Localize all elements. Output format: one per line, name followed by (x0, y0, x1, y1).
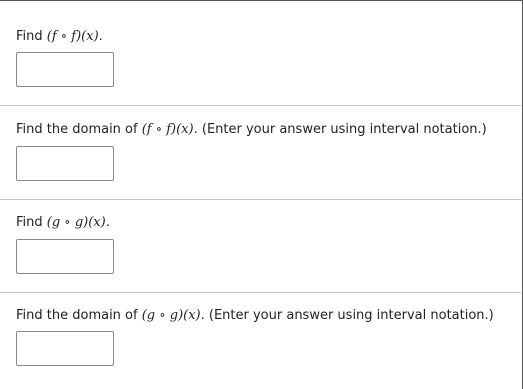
question-prefix: Find the domain of (16, 122, 142, 137)
question-gog (16, 215, 110, 230)
math-expression: (f ∘ f)(x) (141, 122, 194, 137)
top-border (0, 0, 523, 1)
question-suffix: . (105, 215, 110, 230)
math-expression: (g ∘ g)(x) (46, 215, 106, 230)
question-fof (16, 29, 103, 44)
question-domain-gog (16, 308, 494, 323)
answer-input-gog[interactable] (16, 239, 114, 274)
question-suffix: . (Enter your answer using interval notation.) (200, 308, 494, 323)
question-prefix: Find the domain of (16, 308, 142, 323)
question-prefix: Find (16, 29, 47, 44)
answer-input-fof[interactable] (16, 52, 114, 87)
math-expression: (f ∘ f)(x) (46, 29, 99, 44)
math-expression: (g ∘ g)(x) (141, 308, 201, 323)
answer-input-domain-fof[interactable] (16, 146, 114, 181)
section-divider (0, 199, 521, 200)
section-divider (0, 105, 521, 106)
section-divider (0, 292, 521, 293)
question-suffix: . (98, 29, 103, 44)
question-prefix: Find (16, 215, 47, 230)
question-suffix: . (Enter your answer using interval notation.) (193, 122, 487, 137)
question-domain-fof (16, 122, 487, 137)
answer-input-domain-gog[interactable] (16, 331, 114, 366)
